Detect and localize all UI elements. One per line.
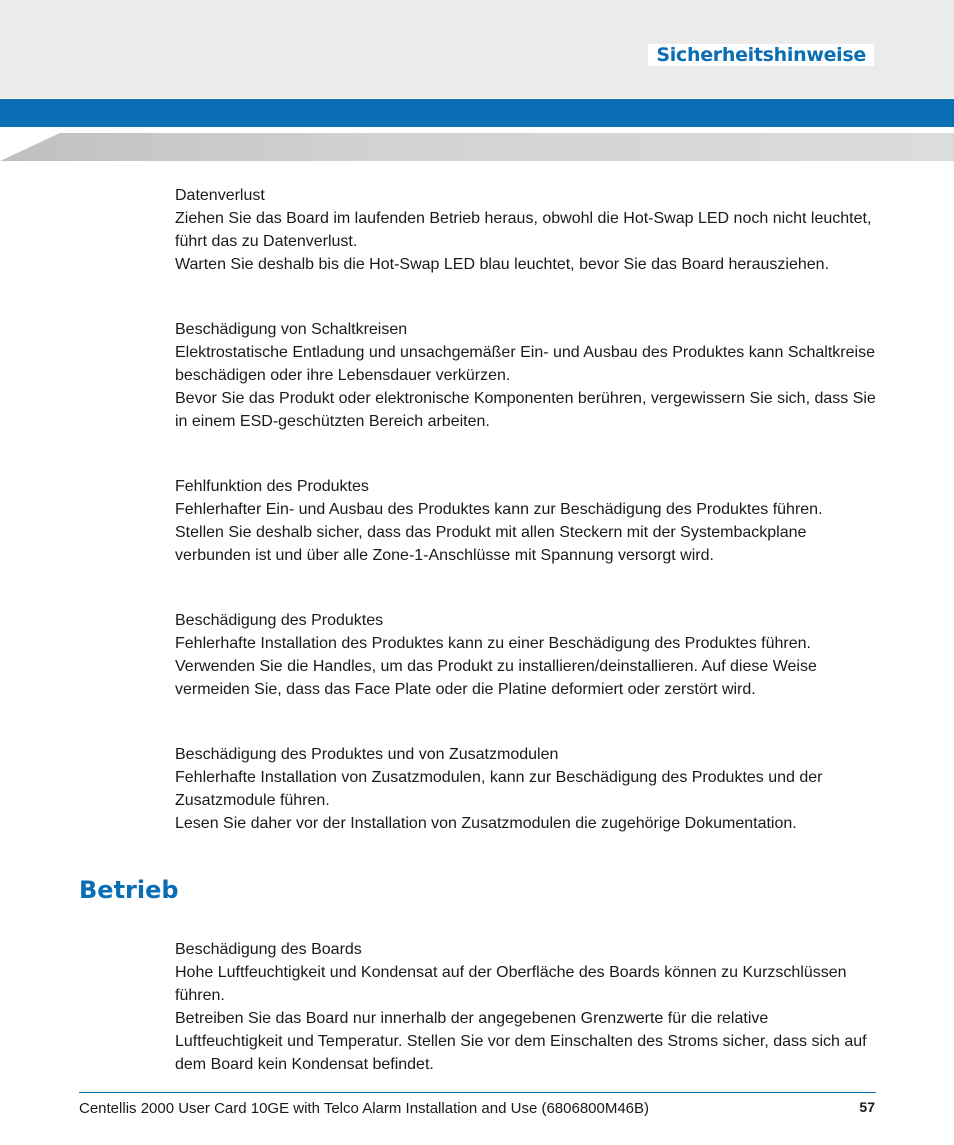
header-square <box>650 78 666 94</box>
header-square <box>602 53 618 69</box>
header-square <box>794 28 810 44</box>
header-square <box>770 78 786 94</box>
header-square <box>314 3 330 19</box>
header-square <box>626 78 642 94</box>
header-square <box>74 28 90 44</box>
header-square <box>362 53 378 69</box>
header-square <box>242 28 258 44</box>
header-square <box>410 78 426 94</box>
operation-content <box>175 938 880 1076</box>
notice-text: Bevor Sie das Produkt oder elektronische Komponenten berühren, vergewissern Sie sich, dass Sie in einem ESD-geschützten Bereich arbeiten. <box>175 390 876 430</box>
header-square <box>434 3 450 19</box>
header-square <box>194 28 210 44</box>
header-square <box>506 53 522 69</box>
header-square <box>410 28 426 44</box>
header-square <box>26 28 42 44</box>
header-square <box>578 78 594 94</box>
header-square <box>314 28 330 44</box>
notice-text: Betreiben Sie das Board nur innerhalb der angegebenen Grenzwerte für die relative Luftfeuchtigkeit und Temperatur. Stellen Sie vor dem Einschalten des Stroms sicher, dass sich auf dem Board kein Kondensat befindet. <box>175 1010 867 1073</box>
header-square <box>698 78 714 94</box>
header-square <box>722 3 738 19</box>
header-square <box>290 28 306 44</box>
header-square <box>818 28 834 44</box>
header-square <box>794 78 810 94</box>
header-square <box>794 3 810 19</box>
header-square <box>554 28 570 44</box>
header-square <box>74 3 90 19</box>
header-square <box>482 78 498 94</box>
header-square <box>290 78 306 94</box>
header-square <box>554 78 570 94</box>
header-square <box>218 3 234 19</box>
section-heading: Betrieb <box>79 876 179 904</box>
header-square <box>866 28 882 44</box>
header-blue-band <box>0 99 954 127</box>
page-number: 57 <box>859 1099 875 1115</box>
header-square <box>458 53 474 69</box>
header-square <box>122 28 138 44</box>
header-square <box>386 3 402 19</box>
header-square <box>722 28 738 44</box>
notice-text: Lesen Sie daher vor der Installation von Zusatzmodulen die zugehörige Dokumentation. <box>175 815 797 832</box>
header-square <box>2 53 18 69</box>
header-square <box>602 78 618 94</box>
header-gray-band <box>0 133 954 161</box>
header-square <box>50 78 66 94</box>
header-square <box>122 78 138 94</box>
header-square <box>194 78 210 94</box>
notice-title: Beschädigung des Produktes <box>175 612 384 629</box>
header-square <box>698 28 714 44</box>
header-square <box>554 3 570 19</box>
notice-block <box>175 475 880 567</box>
notice-title: Beschädigung des Boards <box>175 941 362 958</box>
header-square <box>26 78 42 94</box>
header-square <box>578 53 594 69</box>
header-square <box>674 3 690 19</box>
header-square <box>242 78 258 94</box>
main-content <box>175 184 880 877</box>
header-square <box>266 78 282 94</box>
header-square <box>314 78 330 94</box>
header-square <box>938 28 954 44</box>
header-square <box>170 28 186 44</box>
header-square <box>554 53 570 69</box>
notice-text: Fehlerhafter Ein- und Ausbau des Produktes kann zur Beschädigung des Produktes führen. <box>175 501 823 518</box>
header-square <box>650 28 666 44</box>
notice-text: Warten Sie deshalb bis die Hot-Swap LED blau leuchtet, bevor Sie das Board herausziehen. <box>175 256 830 273</box>
header-square <box>242 3 258 19</box>
header-square <box>26 3 42 19</box>
header-square <box>242 53 258 69</box>
header-square <box>818 3 834 19</box>
header-square <box>266 28 282 44</box>
header-square <box>722 78 738 94</box>
header-square <box>818 78 834 94</box>
header-square <box>674 78 690 94</box>
header-square <box>674 28 690 44</box>
header-square <box>98 28 114 44</box>
header-square <box>914 3 930 19</box>
header-square <box>530 3 546 19</box>
header-square <box>842 78 858 94</box>
header-square <box>434 78 450 94</box>
header-square <box>626 3 642 19</box>
header-square <box>866 78 882 94</box>
header-square <box>770 3 786 19</box>
notice-text: Verwenden Sie die Handles, um das Produkt zu installieren/deinstallieren. Auf diese Weise vermeiden Sie, dass das Face Plate oder die Platine deformiert oder zerstört wird. <box>175 658 817 698</box>
header-square <box>386 78 402 94</box>
header-square <box>74 78 90 94</box>
header-square <box>146 53 162 69</box>
header-square <box>698 3 714 19</box>
header-square <box>362 3 378 19</box>
header-square <box>914 28 930 44</box>
header-square <box>650 3 666 19</box>
header-square <box>290 53 306 69</box>
header-square <box>602 28 618 44</box>
header-square <box>266 53 282 69</box>
header-square <box>890 3 906 19</box>
notice-block <box>175 318 880 433</box>
header-square <box>506 28 522 44</box>
header-square <box>458 28 474 44</box>
header-square <box>890 78 906 94</box>
header-square <box>290 3 306 19</box>
header-square <box>770 28 786 44</box>
header-square <box>50 28 66 44</box>
header-square <box>914 78 930 94</box>
header-square <box>122 53 138 69</box>
header-square <box>170 3 186 19</box>
notice-text: Hohe Luftfeuchtigkeit und Kondensat auf der Oberfläche des Boards können zu Kurzschlüssen führen. <box>175 964 847 1004</box>
header-square <box>938 53 954 69</box>
header-square <box>50 3 66 19</box>
header-square <box>314 53 330 69</box>
header-square <box>458 78 474 94</box>
header-square <box>362 78 378 94</box>
header-square <box>170 53 186 69</box>
header-square <box>746 78 762 94</box>
header-square <box>410 3 426 19</box>
notice-text: Fehlerhafte Installation von Zusatzmodulen, kann zur Beschädigung des Produktes und der Zusatzmodule führen. <box>175 769 823 809</box>
notice-text: Stellen Sie deshalb sicher, dass das Produkt mit allen Steckern mit der Systembackplane verbunden ist und über alle Zone-1-Anschlüsse mit Spannung versorgt wird. <box>175 524 807 564</box>
header-square <box>2 78 18 94</box>
header-square <box>914 53 930 69</box>
footer-rule <box>79 1092 876 1093</box>
header-square <box>890 53 906 69</box>
header-square <box>146 28 162 44</box>
header-square <box>98 53 114 69</box>
notice-text: Elektrostatische Entladung und unsachgemäßer Ein- und Ausbau des Produktes kann Schaltkreise beschädigen oder ihre Lebensdauer verkürzen. <box>175 344 875 384</box>
header-square <box>842 3 858 19</box>
header-square <box>386 53 402 69</box>
header-square <box>842 28 858 44</box>
notice-title: Datenverlust <box>175 187 265 204</box>
header-square <box>578 3 594 19</box>
header-square <box>2 28 18 44</box>
header-square <box>482 53 498 69</box>
header-square <box>362 28 378 44</box>
header-square <box>146 3 162 19</box>
header-square <box>26 53 42 69</box>
notice-block <box>175 743 880 835</box>
header-square <box>98 3 114 19</box>
header-square <box>50 53 66 69</box>
section-title: Sicherheitshinweise <box>648 44 874 66</box>
header-square <box>866 3 882 19</box>
notice-block <box>175 184 880 276</box>
header-square <box>410 53 426 69</box>
header-square <box>194 3 210 19</box>
header-square <box>938 3 954 19</box>
header-square <box>578 28 594 44</box>
header-square <box>530 53 546 69</box>
header-square <box>602 3 618 19</box>
footer-document-title: Centellis 2000 User Card 10GE with Telco Alarm Installation and Use (6806800M46B) <box>79 1100 650 1117</box>
header-square <box>122 3 138 19</box>
notice-title: Beschädigung des Produktes und von Zusatzmodulen <box>175 746 559 763</box>
header-square <box>74 53 90 69</box>
notice-text: Fehlerhafte Installation des Produktes kann zu einer Beschädigung des Produktes führen. <box>175 635 811 652</box>
notice-block <box>175 609 880 701</box>
header-square <box>338 78 354 94</box>
header-square <box>266 3 282 19</box>
header-square <box>506 3 522 19</box>
header-square <box>218 28 234 44</box>
header-square <box>530 28 546 44</box>
header-square <box>434 28 450 44</box>
notice-title: Fehlfunktion des Produktes <box>175 478 369 495</box>
header-square <box>746 3 762 19</box>
header-square <box>218 53 234 69</box>
notice-text: Ziehen Sie das Board im laufenden Betrieb heraus, obwohl die Hot-Swap LED noch nicht leuchtet, führt das zu Datenverlust. <box>175 210 872 250</box>
header-square <box>626 53 642 69</box>
notice-title: Beschädigung von Schaltkreisen <box>175 321 408 338</box>
header-square <box>482 3 498 19</box>
header-square <box>890 28 906 44</box>
header-square <box>434 53 450 69</box>
header-square <box>2 3 18 19</box>
header-square <box>98 78 114 94</box>
header-square <box>482 28 498 44</box>
header-square <box>194 53 210 69</box>
header-square <box>338 28 354 44</box>
header-square <box>170 78 186 94</box>
header-square <box>458 3 474 19</box>
header-square <box>938 78 954 94</box>
header-square <box>506 78 522 94</box>
header-square <box>338 3 354 19</box>
header-square <box>746 28 762 44</box>
header-square <box>146 78 162 94</box>
header-square <box>386 28 402 44</box>
header-square <box>626 28 642 44</box>
header-square <box>338 53 354 69</box>
header-square <box>218 78 234 94</box>
header-square <box>530 78 546 94</box>
